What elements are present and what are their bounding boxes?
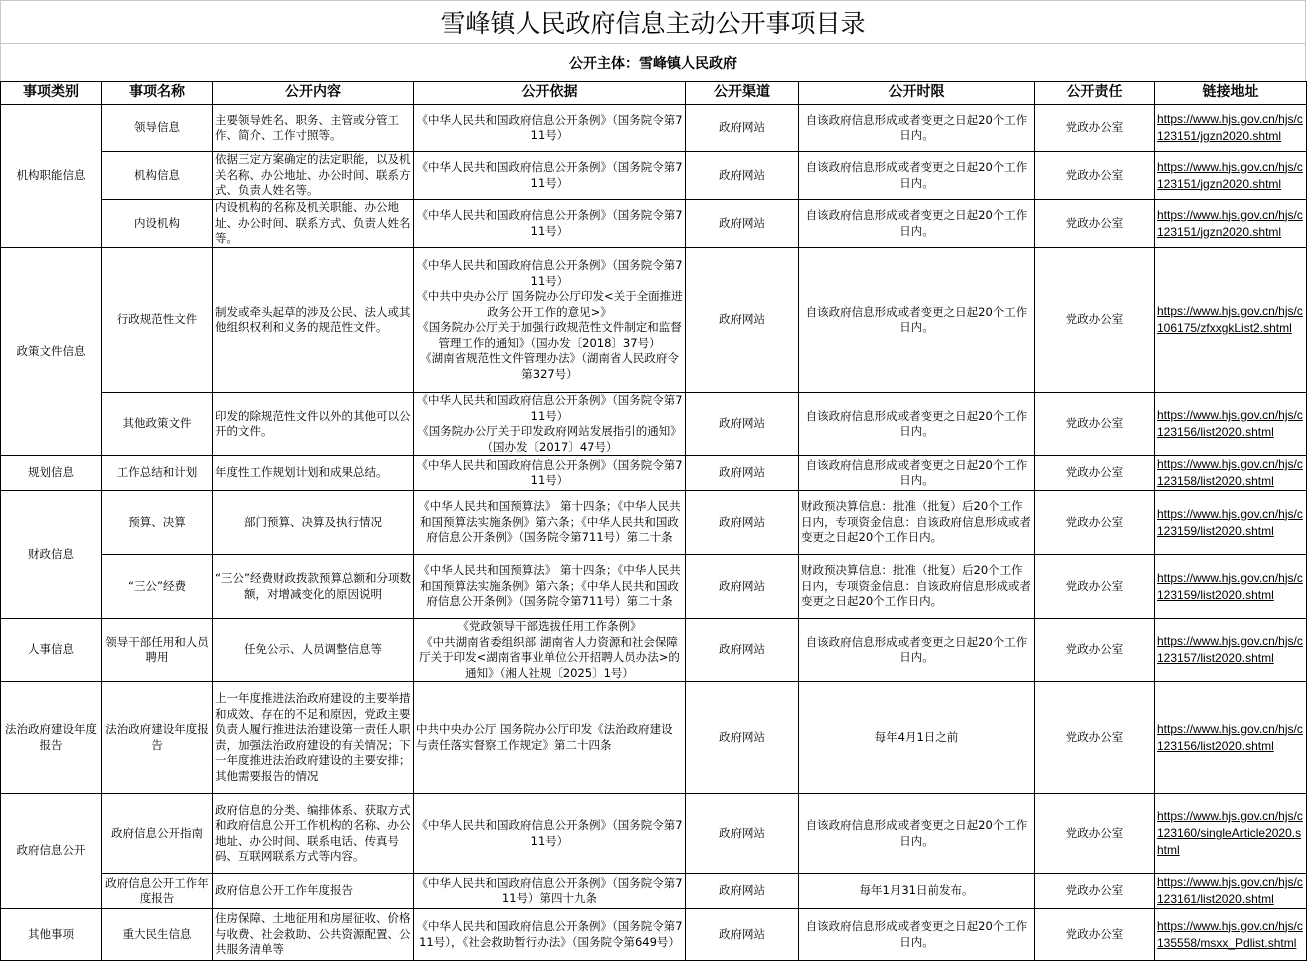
basis-cell: 《中华人民共和国政府信息公开条例》（国务院令第711号） 《国务院办公厅关于印发政府网站发展指引的通知》（国办发〔2017〕47号）	[414, 393, 686, 456]
item-name-cell: 领导干部任用和人员聘用	[102, 619, 213, 682]
link-cell	[1155, 200, 1307, 248]
header-row	[1, 82, 1307, 105]
channel-cell: 政府网站	[686, 248, 799, 393]
item-name-cell: 政府信息公开指南	[102, 794, 213, 874]
table-row	[1, 555, 1307, 619]
responsibility-cell: 党政办公室	[1035, 491, 1155, 555]
deadline-cell: 自该政府信息形成或者变更之日起20个工作日内。	[799, 200, 1035, 248]
link-url[interactable]: https://www.hjs.gov.cn/hjs/c123160/singleArticle2020.shtml	[1157, 809, 1303, 857]
deadline-cell: 自该政府信息形成或者变更之日起20个工作日内。	[799, 152, 1035, 200]
header-cell: 公开时限	[799, 82, 1035, 105]
link-cell	[1155, 555, 1307, 619]
link-url[interactable]: https://www.hjs.gov.cn/hjs/c123157/list2020.shtml	[1157, 634, 1303, 665]
deadline-cell: 财政预决算信息：批准（批复）后20个工作日内，专项资金信息：自该政府信息形成或者变更之日起20个工作日内。	[799, 491, 1035, 555]
basis-cell: 《中华人民共和国政府信息公开条例》（国务院令第711号），《社会救助暂行办法》（国务院令第649号）	[414, 909, 686, 961]
category-cell: 法治政府建设年度报告	[1, 682, 102, 794]
deadline-cell: 自该政府信息形成或者变更之日起20个工作日内。	[799, 794, 1035, 874]
header-cell: 事项名称	[102, 82, 213, 105]
content-cell: 住房保障、土地征用和房屋征收、价格与收费、社会救助、公共资源配置、公共服务清单等	[213, 909, 414, 961]
link-cell	[1155, 152, 1307, 200]
responsibility-cell: 党政办公室	[1035, 555, 1155, 619]
content-cell: 印发的除规范性文件以外的其他可以公开的文件。	[213, 393, 414, 456]
table-row	[1, 491, 1307, 555]
content-cell: 依据三定方案确定的法定职能，以及机关名称、办公地址、办公时间、联系方式、负责人姓名等。	[213, 152, 414, 200]
basis-cell: 《中华人民共和国政府信息公开条例》（国务院令第711号）	[414, 794, 686, 874]
responsibility-cell: 党政办公室	[1035, 393, 1155, 456]
item-name-cell: 内设机构	[102, 200, 213, 248]
category-cell: 政策文件信息	[1, 248, 102, 456]
link-url[interactable]: https://www.hjs.gov.cn/hjs/c123151/jgzn2020.shtml	[1157, 207, 1303, 239]
header-cell: 链接地址	[1155, 82, 1307, 105]
table-row	[1, 909, 1307, 961]
item-name-cell: 行政规范性文件	[102, 248, 213, 393]
basis-cell: 中共中央办公厅 国务院办公厅印发《法治政府建设与责任落实督察工作规定》第二十四条	[414, 682, 686, 794]
responsibility-cell: 党政办公室	[1035, 248, 1155, 393]
link-url[interactable]: https://www.hjs.gov.cn/hjs/c123151/jgzn2020.shtml	[1157, 159, 1303, 191]
item-name-cell: 领导信息	[102, 105, 213, 152]
deadline-cell: 自该政府信息形成或者变更之日起20个工作日内。	[799, 393, 1035, 456]
deadline-cell: 每年4月1日之前	[799, 682, 1035, 794]
content-cell: 制发或牵头起草的涉及公民、法人或其他组织权利和义务的规范性文件。	[213, 248, 414, 393]
link-cell	[1155, 794, 1307, 874]
category-cell: 其他事项	[1, 909, 102, 961]
channel-cell: 政府网站	[686, 152, 799, 200]
deadline-cell: 每年1月31日前发布。	[799, 874, 1035, 909]
table-row	[1, 619, 1307, 682]
content-cell: 政府信息的分类、编排体系、获取方式和政府信息公开工作机构的名称、办公地址、办公时间、联系电话、传真号码、互联网联系方式等内容。	[213, 794, 414, 874]
category-cell: 机构职能信息	[1, 105, 102, 248]
content-cell: 政府信息公开工作年度报告	[213, 874, 414, 909]
link-url[interactable]: https://www.hjs.gov.cn/hjs/c123151/jgzn2020.shtml	[1157, 112, 1303, 143]
channel-cell: 政府网站	[686, 200, 799, 248]
deadline-cell: 自该政府信息形成或者变更之日起20个工作日内。	[799, 248, 1035, 393]
link-url[interactable]: https://www.hjs.gov.cn/hjs/c123161/list2020.shtml	[1157, 875, 1303, 906]
content-cell: 内设机构的名称及机关职能、办公地址、办公时间、联系方式、负责人姓名等。	[213, 200, 414, 248]
table-row	[1, 794, 1307, 874]
channel-cell: 政府网站	[686, 456, 799, 491]
link-url[interactable]: https://www.hjs.gov.cn/hjs/c106175/zfxxgkList2.shtml	[1157, 304, 1303, 335]
link-url[interactable]: https://www.hjs.gov.cn/hjs/c123159/list2020.shtml	[1157, 570, 1303, 602]
basis-cell: 《中华人民共和国政府信息公开条例》（国务院令第711号）	[414, 200, 686, 248]
basis-cell: 《中华人民共和国政府信息公开条例》（国务院令第711号）第四十九条	[414, 874, 686, 909]
category-cell: 规划信息	[1, 456, 102, 491]
responsibility-cell: 党政办公室	[1035, 105, 1155, 152]
responsibility-cell: 党政办公室	[1035, 152, 1155, 200]
responsibility-cell: 党政办公室	[1035, 909, 1155, 961]
basis-cell: 《中华人民共和国预算法》 第十四条；《中华人民共和国预算法实施条例》第六条；《中华人民共和国政府信息公开条例》（国务院令第711号）第二十条	[414, 491, 686, 555]
link-cell	[1155, 909, 1307, 961]
category-cell: 政府信息公开	[1, 794, 102, 909]
item-name-cell: 政府信息公开工作年度报告	[102, 874, 213, 909]
table-row	[1, 248, 1307, 393]
deadline-cell: 自该政府信息形成或者变更之日起20个工作日内。	[799, 619, 1035, 682]
channel-cell: 政府网站	[686, 682, 799, 794]
channel-cell: 政府网站	[686, 794, 799, 874]
responsibility-cell: 党政办公室	[1035, 200, 1155, 248]
content-cell: 任免公示、人员调整信息等	[213, 619, 414, 682]
channel-cell: 政府网站	[686, 105, 799, 152]
item-name-cell: 重大民生信息	[102, 909, 213, 961]
page-subtitle: 公开主体：雪峰镇人民政府	[0, 44, 1306, 81]
table-row	[1, 874, 1307, 909]
link-cell	[1155, 682, 1307, 794]
table-row	[1, 456, 1307, 491]
link-cell	[1155, 248, 1307, 393]
responsibility-cell: 党政办公室	[1035, 874, 1155, 909]
deadline-cell: 自该政府信息形成或者变更之日起20个工作日内。	[799, 909, 1035, 961]
responsibility-cell: 党政办公室	[1035, 794, 1155, 874]
item-name-cell: “三公”经费	[102, 555, 213, 619]
item-name-cell: 机构信息	[102, 152, 213, 200]
link-cell	[1155, 491, 1307, 555]
table-row	[1, 200, 1307, 248]
link-cell	[1155, 456, 1307, 491]
channel-cell: 政府网站	[686, 393, 799, 456]
link-url[interactable]: https://www.hjs.gov.cn/hjs/c123156/list2020.shtml	[1157, 408, 1303, 439]
deadline-cell: 财政预决算信息：批准（批复）后20个工作日内，专项资金信息：自该政府信息形成或者变更之日起20个工作日内。	[799, 555, 1035, 619]
basis-cell: 《中华人民共和国政府信息公开条例》（国务院令第711号） 《中共中央办公厅 国务院办公厅印发<关于全面推进政务公开工作的意见>》 《国务院办公厅关于加强行政规范性文件制定和监督管理工作的通知》（国办发〔2018〕37号） 《湖南省规范性文件管理办法》（湖南省人民政府令第327号）	[414, 248, 686, 393]
header-cell: 事项类别	[1, 82, 102, 105]
header-cell: 公开渠道	[686, 82, 799, 105]
item-name-cell: 预算、决算	[102, 491, 213, 555]
deadline-cell: 自该政府信息形成或者变更之日起20个工作日内。	[799, 456, 1035, 491]
link-url[interactable]: https://www.hjs.gov.cn/hjs/c123159/list2020.shtml	[1157, 506, 1303, 538]
content-cell: “三公”经费财政拨款预算总额和分项数额，对增减变化的原因说明	[213, 555, 414, 619]
item-name-cell: 法治政府建设年度报告	[102, 682, 213, 794]
item-name-cell: 其他政策文件	[102, 393, 213, 456]
responsibility-cell: 党政办公室	[1035, 456, 1155, 491]
channel-cell: 政府网站	[686, 555, 799, 619]
content-cell: 主要领导姓名、职务、主管或分管工作、简介、工作寸照等。	[213, 105, 414, 152]
basis-cell: 《中华人民共和国政府信息公开条例》（国务院令第711号）	[414, 456, 686, 491]
content-cell: 年度性工作规划计划和成果总结。	[213, 456, 414, 491]
channel-cell: 政府网站	[686, 491, 799, 555]
link-cell	[1155, 619, 1307, 682]
table-row	[1, 152, 1307, 200]
basis-cell: 《中华人民共和国政府信息公开条例》（国务院令第711号）	[414, 105, 686, 152]
link-url[interactable]: https://www.hjs.gov.cn/hjs/c123158/list2020.shtml	[1157, 457, 1303, 488]
category-cell: 财政信息	[1, 491, 102, 619]
table-row	[1, 105, 1307, 152]
link-cell	[1155, 105, 1307, 152]
link-url[interactable]: https://www.hjs.gov.cn/hjs/c123156/list2020.shtml	[1157, 721, 1303, 753]
content-cell: 部门预算、决算及执行情况	[213, 491, 414, 555]
responsibility-cell: 党政办公室	[1035, 619, 1155, 682]
link-url[interactable]: https://www.hjs.gov.cn/hjs/c135558/msxx_Pdlist.shtml	[1157, 918, 1303, 950]
basis-cell: 《中华人民共和国预算法》 第十四条；《中华人民共和国预算法实施条例》第六条；《中华人民共和国政府信息公开条例》（国务院令第711号）第二十条	[414, 555, 686, 619]
catalog-table	[0, 81, 1307, 961]
content-cell: 上一年度推进法治政府建设的主要举措和成效、存在的不足和原因，党政主要负责人履行推进法治建设第一责任人职责，加强法治政府建设的有关情况；下一年度推进法治政府建设的主要安排；其他需要报告的情况	[213, 682, 414, 794]
page-title: 雪峰镇人民政府信息主动公开事项目录	[0, 0, 1306, 44]
item-name-cell: 工作总结和计划	[102, 456, 213, 491]
header-cell: 公开内容	[213, 82, 414, 105]
channel-cell: 政府网站	[686, 874, 799, 909]
basis-cell: 《党政领导干部选拔任用工作条例》 《中共湖南省委组织部 湖南省人力资源和社会保障厅关于印发<湖南省事业单位公开招聘人员办法>的通知》（湘人社规〔2025〕1号）	[414, 619, 686, 682]
header-cell: 公开责任	[1035, 82, 1155, 105]
table-row	[1, 393, 1307, 456]
channel-cell: 政府网站	[686, 619, 799, 682]
basis-cell: 《中华人民共和国政府信息公开条例》（国务院令第711号）	[414, 152, 686, 200]
channel-cell: 政府网站	[686, 909, 799, 961]
link-cell	[1155, 393, 1307, 456]
deadline-cell: 自该政府信息形成或者变更之日起20个工作日内。	[799, 105, 1035, 152]
link-cell	[1155, 874, 1307, 909]
category-cell: 人事信息	[1, 619, 102, 682]
responsibility-cell: 党政办公室	[1035, 682, 1155, 794]
header-cell: 公开依据	[414, 82, 686, 105]
table-row	[1, 682, 1307, 794]
